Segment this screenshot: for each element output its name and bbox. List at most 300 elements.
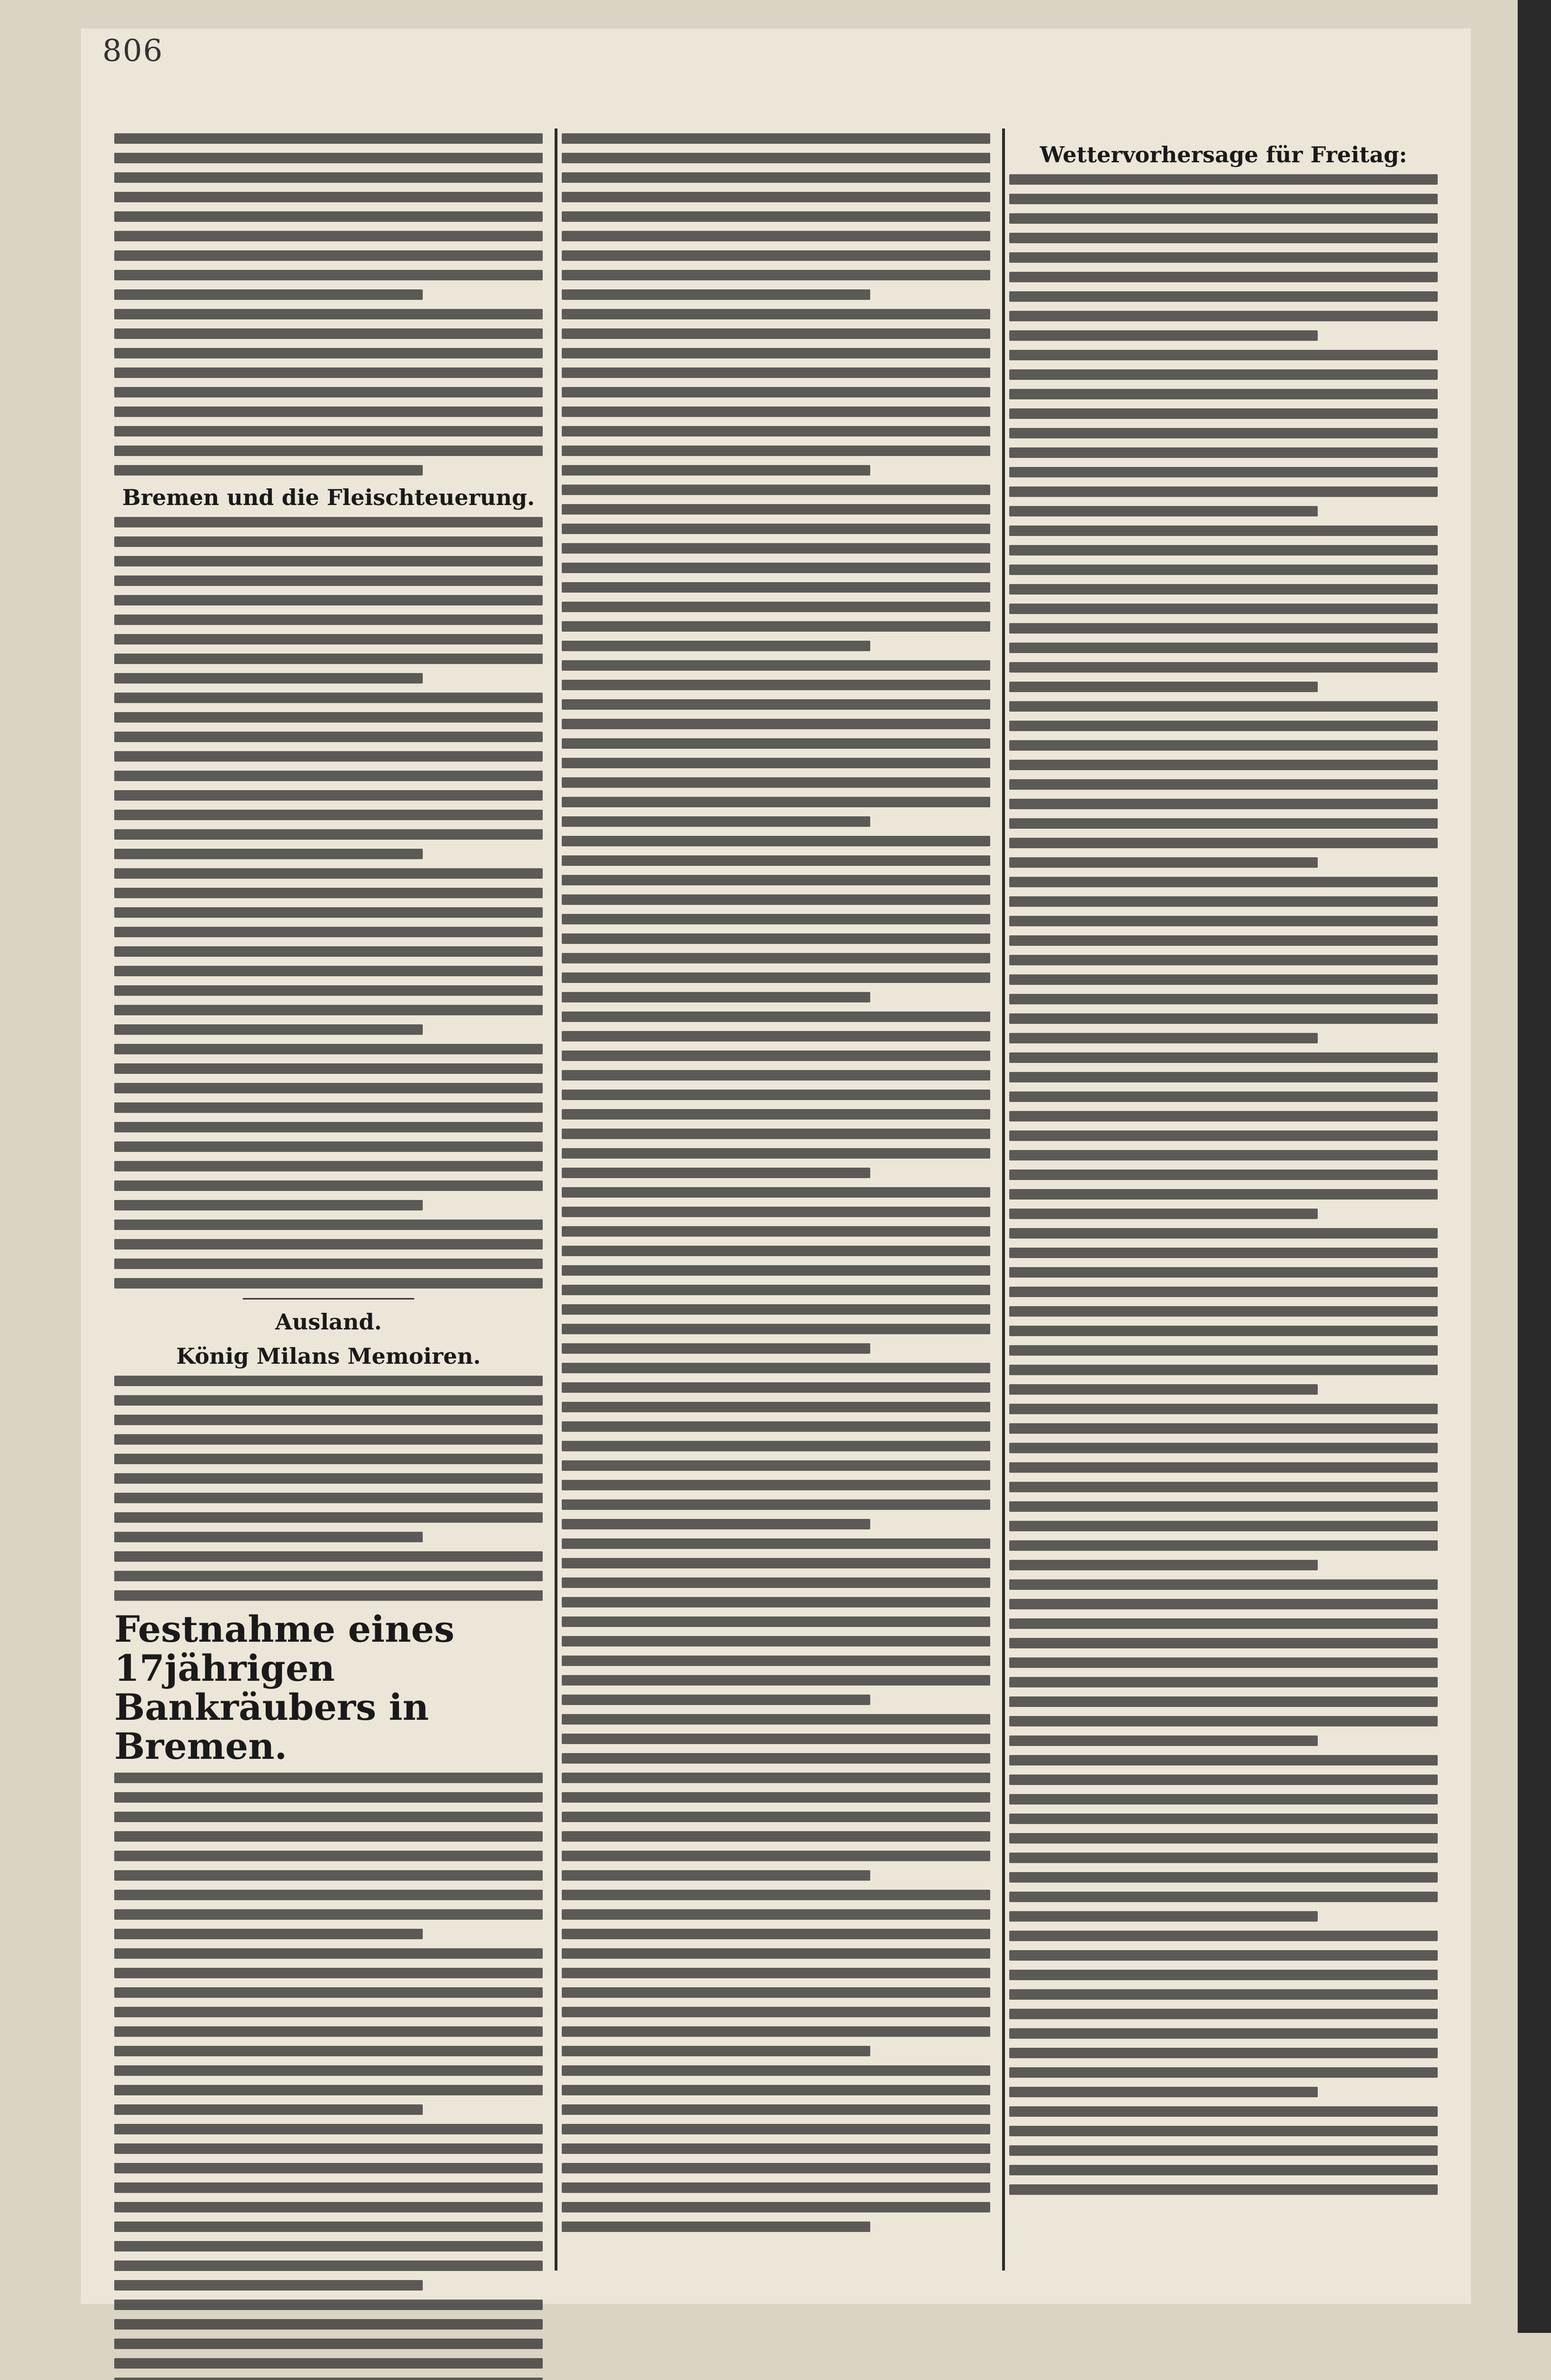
text-line [562,1890,990,1900]
text-line [562,270,990,280]
text-line [114,446,543,456]
text-line [1009,1287,1438,1297]
text-line [562,524,990,534]
text-line [562,1616,990,1627]
text-line [114,1493,543,1503]
text-line [562,2182,990,2193]
text-line [1009,272,1438,282]
text-line [562,1207,990,1217]
text-line [1009,2106,1438,2117]
text-line [562,1109,990,1120]
text-line [1009,1560,1318,1570]
text-line [114,1870,543,1881]
text-line [114,556,543,566]
text-line [1009,1267,1438,1278]
text-line [1009,1657,1438,1668]
text-line [114,1141,543,1152]
text-line [114,771,543,781]
text-line [1009,1540,1438,1551]
text-line [562,1480,990,1490]
text-line [114,868,543,879]
text-line [562,2065,990,2076]
text-line [562,699,990,710]
text-line [1009,2184,1438,2195]
text-line [1009,2028,1438,2039]
text-line [562,1363,990,1373]
text-line [1009,955,1438,965]
text-line [114,231,543,241]
text-line [562,758,990,768]
text-line [114,1239,543,1250]
text-line [562,582,990,593]
text-line [1009,1579,1438,1590]
text-line [114,2319,543,2330]
text-line [114,985,543,996]
text-line [114,1220,543,1230]
text-line [1009,1775,1438,1785]
text-line [562,641,870,651]
text-line [114,1434,543,1445]
text-line [562,914,990,924]
text-line [562,1148,990,1159]
text-line [562,1265,990,1276]
text-line [562,1402,990,1412]
text-line [562,1226,990,1237]
text-line [1009,1755,1438,1765]
text-line [562,1090,990,1100]
text-line [114,2221,543,2232]
text-line [562,953,990,963]
text-line [1009,2145,1438,2156]
text-line [114,1415,543,1425]
text-line [1009,662,1438,673]
text-line [1009,1248,1438,1258]
text-line [1009,1872,1438,1883]
text-line [1009,1911,1318,1922]
text-line [562,367,990,378]
text-line [562,543,990,554]
text-line [562,1558,990,1568]
text-line [562,504,990,515]
text-line [1009,1970,1438,1980]
text-line [1009,1404,1438,1414]
text-line [114,2065,543,2076]
text-line [562,133,990,144]
text-line [114,1551,543,1562]
text-line [1009,1033,1318,1043]
text-line [1009,330,1318,341]
text-line [562,1246,990,1256]
text-line [562,1636,990,1646]
text-line [1009,1716,1438,1726]
text-line [114,153,543,163]
text-line [1009,1521,1438,1531]
text-line [562,1304,990,1315]
text-line [562,1441,990,1451]
text-line [114,426,543,436]
text-line [114,2046,543,2056]
text-line [562,1675,990,1686]
text-line [114,1200,423,1210]
text-line [562,192,990,202]
text-line [562,1792,990,1803]
text-line [114,1083,543,1093]
text-line [562,1031,990,1041]
text-line [562,1012,990,1022]
text-line [562,621,990,632]
text-line [562,387,990,397]
text-line [114,2143,543,2154]
text-line [114,1122,543,1132]
text-line [114,615,543,625]
text-line [1009,1462,1438,1473]
column-3 [1009,133,1438,2266]
text-line [562,1597,990,1607]
text-line [114,712,543,723]
text-line [562,1168,870,1178]
text-line [1009,1443,1438,1453]
text-line [1009,1931,1438,1941]
text-line [562,1987,990,1998]
text-line [114,192,543,202]
text-line [1009,1989,1438,2000]
text-line [562,660,990,671]
text-line [114,211,543,222]
text-line [114,2007,543,2017]
text-line [114,348,543,358]
text-line [114,1259,543,1269]
text-line [114,309,543,319]
text-line [562,1382,990,1393]
text-line [114,829,543,840]
text-line [114,1532,423,1542]
text-line [562,1909,990,1920]
text-line [1009,604,1438,614]
text-line [562,1070,990,1081]
text-line [562,2007,990,2017]
text-line [114,1812,543,1822]
text-line [562,250,990,261]
text-line [562,1695,870,1705]
text-line [562,2026,990,2037]
text-line [562,563,990,573]
text-line [1009,1853,1438,1863]
text-line [1009,1052,1438,1063]
text-line [1009,1189,1438,1200]
text-line [114,270,543,280]
text-line [114,751,543,762]
text-line [562,1870,870,1881]
text-line [562,602,990,612]
heading-milan: König Milans Memoiren. [176,1343,481,1369]
text-line [562,1129,990,1139]
text-line [114,634,543,645]
text-line [114,1005,543,1015]
text-line [562,894,990,905]
text-line [1009,545,1438,555]
text-line [562,1773,990,1783]
text-line [1009,1228,1438,1239]
text-line [114,1987,543,1998]
text-line [1009,643,1438,653]
text-line [562,231,990,241]
text-line [1009,1013,1438,1024]
text-line [1009,584,1438,595]
text-line [114,367,543,378]
text-line [562,1968,990,1978]
text-line [114,172,543,183]
text-line [114,2339,543,2349]
text-line [1009,233,1438,243]
text-line [1009,252,1438,263]
text-line [562,446,990,456]
text-line [114,693,543,703]
text-line [114,2085,543,2095]
text-line [114,1102,543,1113]
text-line [1009,1501,1438,1512]
text-line [1009,623,1438,634]
text-line [1009,1345,1438,1356]
text-line [562,855,990,866]
text-line [114,1395,543,1406]
text-line [114,1063,543,1074]
text-line [562,1851,990,1861]
heading-festnahme: Festnahme eines 17jährigen Bankräubers in Bremen. [114,1608,455,1767]
text-line [1009,799,1438,809]
text-line [562,2143,990,2154]
text-line [1009,896,1438,907]
text-line [562,1948,990,1959]
text-line [562,1421,990,1432]
column-rule [1002,129,1005,2271]
text-line [114,2163,543,2173]
text-line [114,1851,543,1861]
text-line [1009,565,1438,575]
text-line [114,1024,423,1035]
text-line [1009,2087,1318,2097]
text-line [114,1773,543,1783]
text-line [562,309,990,319]
text-line [562,1051,990,1061]
text-line [562,992,870,1002]
text-line [1009,389,1438,399]
text-line [562,465,870,476]
text-line [114,1909,543,1920]
text-line [562,797,990,807]
text-line [1009,740,1438,751]
text-line [562,1734,990,1744]
text-line [114,2261,543,2271]
text-line [1009,779,1438,790]
text-line [562,1460,990,1471]
text-line [114,1180,543,1191]
column-2 [562,133,990,2266]
text-line [114,1948,543,1959]
text-line [114,907,543,918]
text-line [114,2280,423,2291]
text-line [562,1499,990,1510]
text-line [1009,428,1438,438]
text-line [562,1538,990,1549]
text-line [114,536,543,547]
text-line [114,133,543,144]
text-line [1009,1170,1438,1180]
text-line [1009,994,1438,1004]
text-line [1009,1618,1438,1629]
text-line [1009,838,1438,848]
text-line [1009,2048,1438,2058]
text-line [1009,350,1438,360]
text-line [1009,1814,1438,1824]
text-line [114,946,543,957]
text-line [562,719,990,729]
text-line [1009,486,1438,497]
text-line [562,1343,870,1354]
text-line [562,1656,990,1666]
text-line [114,595,543,605]
text-line [114,1929,423,1939]
text-line [114,387,543,397]
heading-bremen: Bremen und die Fleischteuerung. [122,485,535,510]
column-1 [114,133,543,2266]
text-line [114,1968,543,1978]
text-line [1009,682,1318,692]
text-line [1009,1950,1438,1961]
text-line [114,575,543,586]
text-line [1009,1677,1438,1687]
text-line [562,1831,990,1842]
text-line [1009,174,1438,185]
text-line [562,1753,990,1764]
text-line [1009,1482,1438,1492]
heading-wetter: Wettervorhersage für Freitag: [1040,142,1407,168]
text-line [562,680,990,690]
text-line [114,1376,543,1386]
text-line [562,2104,990,2115]
text-line [1009,1696,1438,1707]
page-number: 806 [102,33,164,69]
text-line [1009,721,1438,731]
text-line [114,2300,543,2310]
text-line [114,1831,543,1842]
text-line [1009,974,1438,985]
text-line [114,927,543,937]
text-line [1009,526,1438,536]
text-line [1009,916,1438,926]
text-line [562,875,990,885]
text-line [1009,467,1438,477]
text-line [1009,1326,1438,1336]
text-line [1009,1423,1438,1434]
text-line [562,172,990,183]
text-line [562,211,990,222]
text-line [1009,760,1438,770]
text-line [562,2124,990,2134]
text-line [114,849,423,859]
text-line [562,777,990,788]
text-line [1009,1833,1438,1844]
text-line [562,328,990,339]
text-line [1009,1892,1438,1902]
text-line [114,1571,543,1581]
text-line [1009,194,1438,204]
text-line [114,654,543,664]
text-line [114,810,543,820]
text-line [1009,1111,1438,1121]
text-line [562,2221,870,2232]
text-line [1009,311,1438,321]
text-line [1009,1072,1438,1082]
text-line [114,2124,543,2134]
text-line [114,790,543,801]
text-line [114,2182,543,2193]
text-line [562,1577,990,1588]
text-line [562,485,990,495]
text-line [562,2163,990,2173]
text-line [114,673,423,684]
text-line [562,289,870,300]
text-line [114,732,543,742]
text-line [114,289,423,300]
text-line [1009,447,1438,458]
text-line [114,1278,543,1289]
text-line [114,328,543,339]
text-line [114,1044,543,1054]
text-line [1009,369,1438,380]
text-line [114,1161,543,1171]
text-line [1009,2009,1438,2019]
text-line [562,2085,990,2095]
text-line [562,1519,870,1529]
text-line [1009,2067,1438,2078]
text-line [562,816,870,827]
text-line [1009,1209,1318,1219]
text-line [114,888,543,898]
text-line [114,1473,543,1484]
text-line [1009,213,1438,224]
text-line [1009,701,1438,712]
text-line [562,1714,990,1725]
text-line [114,2104,423,2115]
text-line [1009,1130,1438,1141]
text-line [562,348,990,358]
text-line [1009,1150,1438,1160]
text-line [114,1512,543,1523]
text-line [1009,1306,1438,1317]
text-line [1009,1735,1318,1746]
text-line [562,2202,990,2212]
text-line [562,1285,990,1295]
text-line [562,972,990,983]
text-line [1009,1599,1438,1609]
text-line [1009,935,1438,946]
text-line [114,250,543,261]
text-line [114,465,423,476]
text-line [562,426,990,436]
text-line [114,1890,543,1900]
text-line [1009,408,1438,419]
heading-ausland: Ausland. [275,1309,382,1335]
page-edge [1518,0,1551,2333]
text-line [562,1929,990,1939]
text-line [114,1590,543,1601]
text-line [1009,2126,1438,2136]
column-rule [555,129,557,2271]
text-line [562,1812,990,1822]
text-line [114,517,543,527]
text-line [114,2026,543,2037]
text-line [562,836,990,846]
